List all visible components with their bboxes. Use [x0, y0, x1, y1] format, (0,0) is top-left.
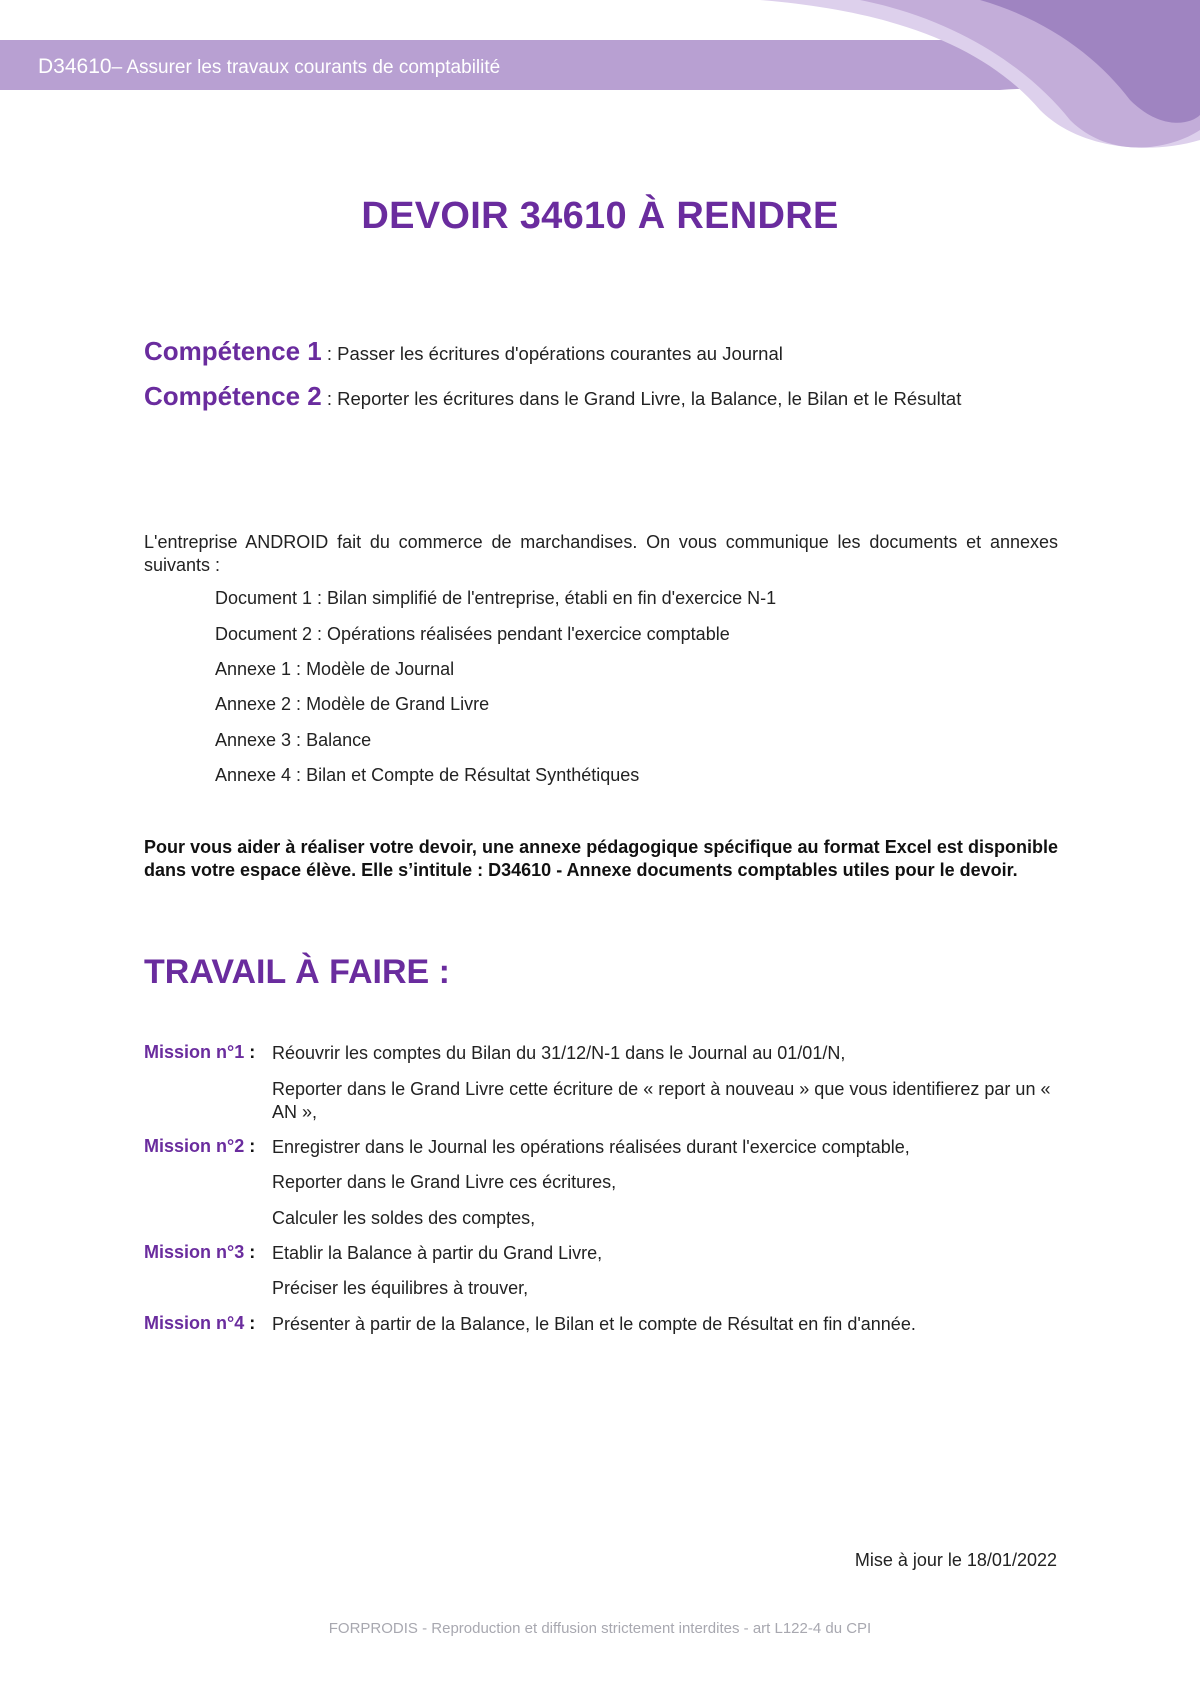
page-title: DEVOIR 34610 À RENDRE	[361, 195, 839, 237]
mission-2-name: Mission n°2	[144, 1136, 245, 1156]
mission-3-name: Mission n°3	[144, 1242, 245, 1262]
document-item: Annexe 4 : Bilan et Compte de Résultat Synthétiques	[215, 765, 640, 785]
mission-4-line: Présenter à partir de la Balance, le Bilan et le compte de Résultat en fin d'année.	[272, 1314, 916, 1334]
intro-paragraph: L'entreprise ANDROID fait du commerce de marchandises. On vous communique les documents et annexes suivants :	[144, 532, 1058, 575]
header-band	[0, 0, 1200, 160]
competence-2	[144, 381, 961, 412]
header-title	[38, 55, 500, 79]
mission-2-line: Reporter dans le Grand Livre ces écritures,	[272, 1172, 617, 1192]
mission-4-label	[144, 1313, 255, 1334]
footer-copyright: FORPRODIS - Reproduction et diffusion strictement interdites - art L122-4 du CPI	[328, 1620, 872, 1637]
document-item: Document 1 : Bilan simplifié de l'entreprise, établi en fin d'exercice N-1	[215, 588, 777, 608]
course-code: D34610	[38, 55, 112, 78]
document-item: Annexe 3 : Balance	[215, 730, 372, 750]
mission-1-line: Réouvrir les comptes du Bilan du 31/12/N-1 dans le Journal au 01/01/N,	[272, 1043, 846, 1063]
mission-1-line: Reporter dans le Grand Livre cette écriture de « report à nouveau » que vous identifierez par un « AN »,	[272, 1079, 1051, 1122]
competence-1-text: : Passer les écritures d'opérations courantes au Journal	[321, 343, 783, 364]
mission-3-colon: :	[244, 1242, 256, 1262]
mission-2-line: Calculer les soldes des comptes,	[272, 1208, 536, 1228]
competence-1-label: Compétence 1	[144, 336, 322, 366]
competence-2-label: Compétence 2	[144, 381, 322, 411]
mission-1-colon: :	[244, 1042, 256, 1062]
course-subtitle: – Assurer les travaux courants de comptabilité	[111, 57, 501, 78]
mission-2-line: Enregistrer dans le Journal les opérations réalisées durant l'exercice comptable,	[272, 1137, 910, 1157]
mission-4-name: Mission n°4	[144, 1313, 245, 1333]
competence-2-text: : Reporter les écritures dans le Grand Livre, la Balance, le Bilan et le Résultat	[321, 388, 962, 409]
competence-1	[144, 336, 783, 367]
mission-1-name: Mission n°1	[144, 1042, 245, 1062]
help-note: Pour vous aider à réaliser votre devoir, une annexe pédagogique spécifique au format Excel est disponible dans votre espace élève. Elle s’intitule : D34610 - Annexe documents comptables utiles pour le devoir.	[144, 837, 1058, 880]
mission-4-colon: :	[244, 1313, 256, 1333]
mission-3-label	[144, 1242, 255, 1263]
mission-3-line: Etablir la Balance à partir du Grand Livre,	[272, 1243, 603, 1263]
update-date: Mise à jour le 18/01/2022	[854, 1550, 1057, 1570]
mission-1-label	[144, 1042, 255, 1063]
mission-3-line: Préciser les équilibres à trouver,	[272, 1278, 529, 1298]
document-item: Document 2 : Opérations réalisées pendant l'exercice comptable	[215, 624, 730, 644]
document-item: Annexe 2 : Modèle de Grand Livre	[215, 694, 490, 714]
mission-2-colon: :	[244, 1136, 256, 1156]
section-title: TRAVAIL À FAIRE :	[144, 953, 450, 991]
mission-2-label	[144, 1136, 255, 1157]
document-item: Annexe 1 : Modèle de Journal	[215, 659, 455, 679]
